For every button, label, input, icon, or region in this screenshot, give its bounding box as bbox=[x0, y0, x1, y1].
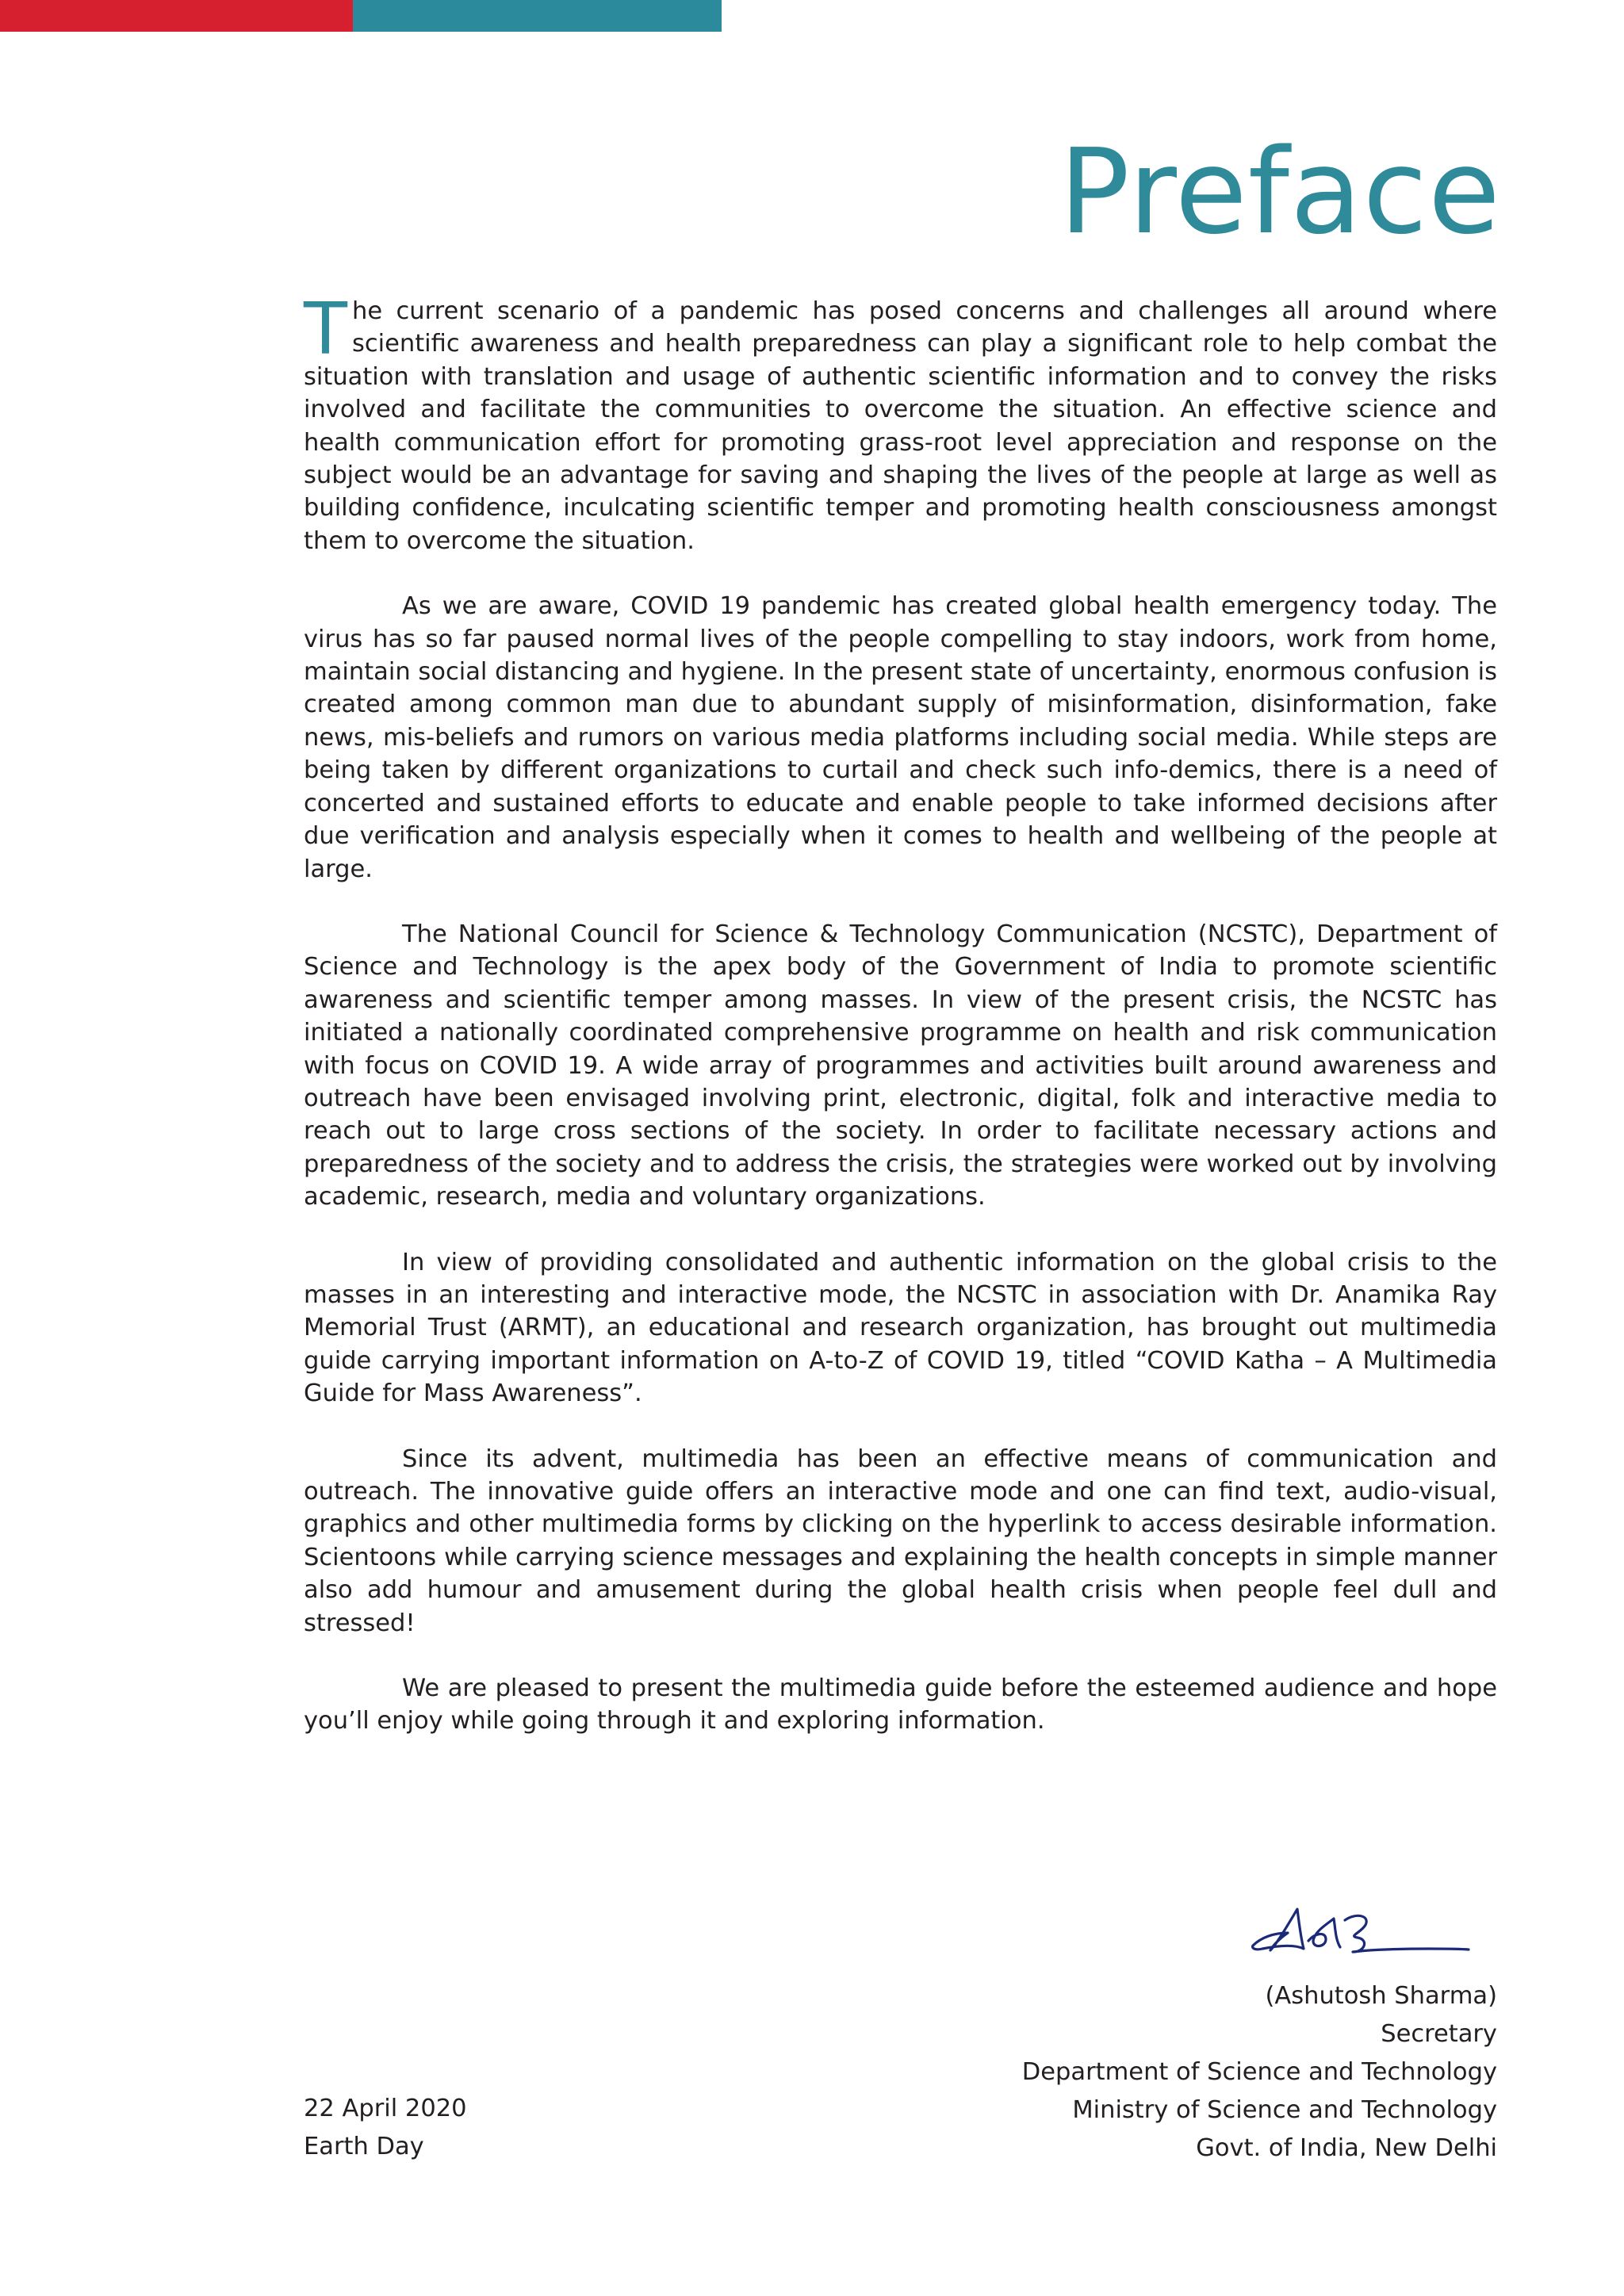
signatory-department: Department of Science and Technology bbox=[1021, 2058, 1497, 2086]
signatory-block bbox=[1022, 1977, 1497, 2168]
top-accent-bar-teal bbox=[353, 0, 722, 32]
paragraph-2: As we are aware, COVID 19 pandemic has created global health emergency today. The virus has so far paused normal lives of the people compelling to stay indoors, work from home, maintain social distancing and hygiene. In the present state of uncertainty, enormous confusion is created among common man due to abundant supply of misinformation, disinformation, fake news, mis-beliefs and rumors on various media platforms including social media. While steps are being taken by different organizations to curtail and check such info-demics, there is a need of concerted and sustained efforts to educate and enable people to take informed decisions after due verification and analysis especially when it comes to health and wellbeing of the people at large. bbox=[304, 592, 1497, 883]
signature bbox=[1247, 1901, 1473, 1973]
paragraph-1 bbox=[304, 288, 1497, 557]
preface-body bbox=[304, 288, 1497, 1770]
page-title: Preface bbox=[1059, 124, 1501, 260]
drop-cap: T bbox=[304, 288, 347, 371]
paragraph-6: We are pleased to present the multimedia guide before the esteemed audience and hope you’ll enjoy while going through it and exploring information. bbox=[304, 1674, 1497, 1735]
paragraph-1-text: he current scenario of a pandemic has posed concerns and challenges all around where scientific awareness and health preparedness can play a significant role to help combat the situation with translation and usage of authentic scientific information and to convey the risks involved and facilitate the communities to overcome the situation. An effective science and health communication effort for promoting grass-root level appreciation and response on the subject would be an advantage for saving and shaping the lives of the people at large as well as building confidence, inculcating scientific temper and promoting health consciousness amongst them to overcome the situation. bbox=[304, 297, 1497, 555]
date-block bbox=[304, 2090, 467, 2166]
date-text: 22 April 2020 bbox=[304, 2095, 467, 2122]
paragraph-3: The National Council for Science & Technology Communication (NCSTC), Department of Science and Technology is the apex body of the Government of India to promote scientific awareness and scientific temper among masses. In view of the present crisis, the NCSTC has initiated a nationally coordinated comprehensive programme on health and risk communication with focus on COVID 19. A wide array of programmes and activities built around awareness and outreach have been envisaged involving print, electronic, digital, folk and interactive media to reach out to large cross sections of the society. In order to facilitate necessary actions and preparedness of the society and to address the crisis, the strategies were worked out by involving academic, research, media and voluntary organizations. bbox=[304, 920, 1497, 1211]
occasion-text: Earth Day bbox=[304, 2133, 424, 2160]
signatory-name: (Ashutosh Sharma) bbox=[1265, 1982, 1497, 2010]
signatory-government: Govt. of India, New Delhi bbox=[1196, 2134, 1497, 2162]
signatory-designation: Secretary bbox=[1381, 2020, 1497, 2048]
top-accent-bar-red bbox=[0, 0, 353, 32]
signatory-ministry: Ministry of Science and Technology bbox=[1072, 2096, 1497, 2124]
paragraph-4: In view of providing consolidated and authentic information on the global crisis to the masses in an interesting and interactive mode, the NCSTC in association with Dr. Anamika Ray Memorial Trust (ARMT), an educational and research organization, has brought out multimedia guide carrying important information on A-to-Z of COVID 19, titled “COVID Katha – A Multimedia Guide for Mass Awareness”. bbox=[304, 1248, 1497, 1408]
paragraph-5: Since its advent, multimedia has been an effective means of communication and outreach. The innovative guide offers an interactive mode and one can find text, audio-visual, graphics and other multimedia forms by clicking on the hyperlink to access desirable information. Scientoons while carrying science messages and explaining the health concepts in simple manner also add humour and amusement during the global health crisis when people feel dull and stressed! bbox=[304, 1445, 1497, 1637]
